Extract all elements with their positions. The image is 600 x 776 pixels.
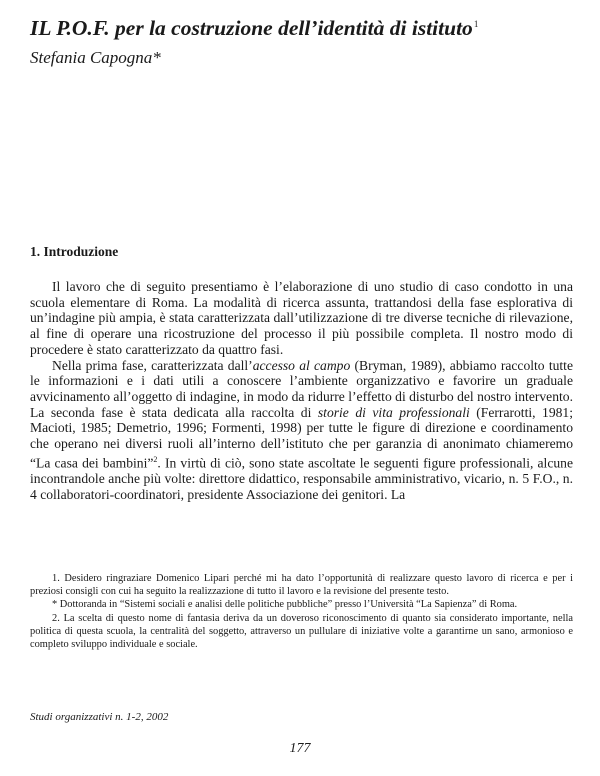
- title-footnote-mark: 1: [473, 18, 479, 29]
- footnote-author-affiliation: * Dottoranda in “Sistemi sociali e analisi delle politiche pubbliche” presso l’Università “La Sapienza” di Roma.: [52, 599, 518, 611]
- paragraph-2-part-c: (Ferrarotti, 1981; Macioti, 1985; Demetrio, 1996; Formenti, 1998) per tutte le figure di direzione e coordinamento che operano nei diversi ruoli all’interno dell’istituto che per garanzia di anonimato chiameremo “La casa dei bambini”: [30, 404, 573, 471]
- footnotes: [30, 572, 573, 651]
- paragraph-2-part-a: Nella prima fase, caratterizzata dall’: [52, 357, 253, 373]
- page-number: 177: [289, 741, 311, 756]
- article-author: Stefania Capogna*: [30, 48, 161, 67]
- footnote-2: 2. La scelta di questo nome di fantasia deriva da un doveroso riconoscimento di quanto sia considerato importante, nella politica di questa scuola, la centralità del soggetto, attraverso un pullulare di iniziative volte a garantirne un sano, armonioso e completo sviluppo individuale e sociale.: [30, 612, 573, 651]
- paragraph-1: Il lavoro che di seguito presentiamo è l’elaborazione di uno studio di caso condotto in una scuola elementare di Roma. La modalità di ricerca assunta, trattandosi della fase esplorativa di un’indagine più ampia, è stata caratterizzata dall’utilizzazione di tre diverse tecniche di rilevazione, al fine di operare una ricostruzione del processo il più possibile completa. Il nostro modo di procedere è stato caratterizzato da quattro fasi.: [30, 279, 573, 357]
- footnote-1: 1. Desidero ringraziare Domenico Lipari perché mi ha dato l’opportunità di realizzare questo lavoro di ricerca e per i preziosi consigli con cui ha seguito la realizzazione di tutto il lavoro e la revisione del presente testo.: [30, 573, 573, 598]
- emphasis-accesso-al-campo: accesso al campo: [252, 357, 351, 373]
- paragraph-2-part-b: (Bryman, 1989), abbiamo raccolto tutte le informazioni e i dati utili a conoscere l’ambiente organizzativo e favorire un graduale avvicinamento all’oggetto di indagine, in modo da ridurre l’effetto di disturbo del nostro intervento. La seconda fase è stata dedicata alla raccolta di: [30, 357, 573, 420]
- body-text: [30, 279, 573, 502]
- paragraph-2-part-d: . In virtù di ciò, sono state ascoltate le seguenti figure professionali, alcune incontrandole anche più volte: direttore didattico, responsabile amministrativo, vicario, n. 5 F.O., n. 4 collaboratori-coordinatori, presidente Associazione dei genitori. La: [30, 455, 573, 502]
- emphasis-storie-di-vita: storie di vita professionali: [317, 404, 470, 420]
- journal-citation: Studi organizzativi n. 1-2, 2002: [30, 711, 169, 723]
- paragraph-2: [30, 358, 573, 503]
- article-title: [30, 16, 590, 41]
- article-title-text: IL P.O.F. per la costruzione dell’identità di istituto: [30, 16, 473, 40]
- section-heading: 1. Introduzione: [30, 244, 119, 259]
- footnote-ref-2: 2: [153, 454, 158, 464]
